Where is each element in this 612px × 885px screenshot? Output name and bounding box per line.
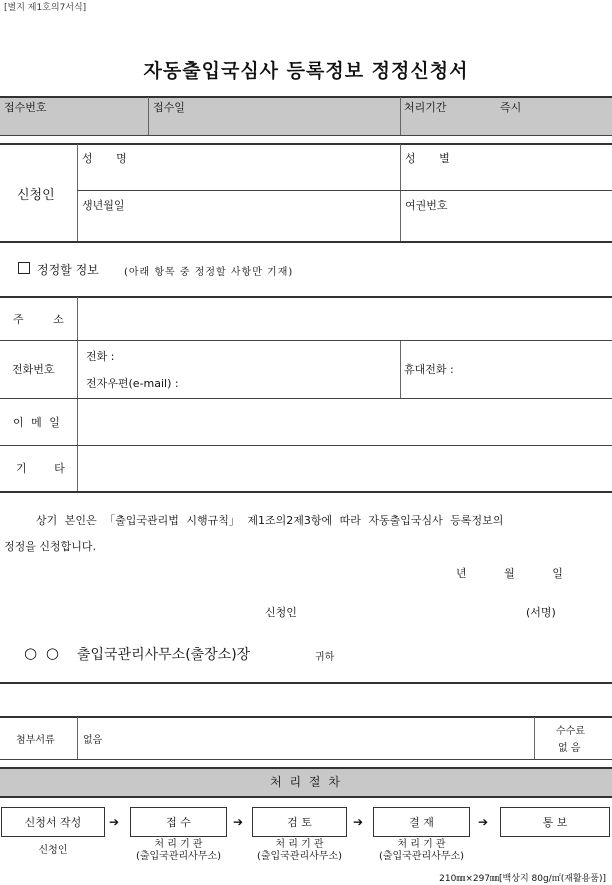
email-label: 이 메 일: [13, 416, 60, 429]
step-receipt: 접 수: [130, 807, 227, 837]
birth-date-label: 생년월일: [82, 199, 125, 212]
statement-line-1: 상기 본인은 「출입국관리법 시행규칙」 제1조의2제3항에 따라 자동출입국심사 등록정보의: [36, 514, 504, 527]
addressee-honorific: 귀하: [315, 652, 335, 663]
step-approval: 결 재: [373, 807, 470, 837]
signature-mark-label: (서명): [526, 606, 556, 619]
applicant-section-label: 신청인: [17, 188, 55, 203]
email-sub-label: 전자우편(e-mail) :: [86, 377, 179, 390]
attachments-value: 없음: [83, 735, 103, 746]
step-review: 검 토: [252, 807, 347, 837]
form-number: [별지 제1호의7서식]: [4, 3, 87, 13]
fee-label: 수수료: [556, 726, 585, 737]
attachments-label: 첨부서류: [16, 735, 55, 746]
actor-receipt: 처 리 기 관 (출입국관리사무소): [135, 839, 222, 862]
procedure-title: 처 리 절 차: [270, 775, 342, 789]
correction-checkbox[interactable]: [18, 262, 30, 274]
step-application: 신청서 작성: [1, 807, 105, 837]
paper-spec: 210㎜×297㎜[백상지 80g/㎡(재활용품)]: [439, 874, 606, 884]
processing-period-value: 즉시: [500, 101, 522, 114]
name-label: 성 명: [82, 152, 130, 165]
actor-approval: 처 리 기 관 (출입국관리사무소): [378, 839, 465, 862]
step-notification: 통 보: [500, 807, 610, 837]
statement-line-2: 정정을 신청합니다.: [4, 540, 97, 553]
arrow-right-icon: ➔: [109, 815, 120, 829]
arrow-right-icon: ➔: [478, 815, 489, 829]
arrow-right-icon: ➔: [233, 815, 244, 829]
arrow-right-icon: ➔: [353, 815, 364, 829]
office-circles: ○ ○: [24, 644, 59, 662]
signature-applicant-label: 신청인: [265, 606, 297, 619]
actor-applicant: 신청인: [38, 845, 68, 856]
receipt-date-label: 접수일: [153, 101, 185, 114]
date-line: 년 월 일: [456, 567, 563, 580]
addressee-office: 출입국관리사무소(출장소)장: [77, 647, 251, 663]
tel-sub-label: 전화 :: [86, 350, 115, 363]
fee-value: 없 음: [558, 743, 581, 754]
sex-label: 성 별: [405, 152, 453, 165]
processing-period-label: 처리기간: [404, 101, 447, 114]
correction-checkbox-label: 정정할 정보: [37, 263, 99, 277]
mobile-label: 휴대전화 :: [404, 363, 454, 376]
address-label: 주 소: [13, 313, 64, 326]
page-title: 자동출입국심사 등록정보 정정신청서: [143, 60, 469, 82]
correction-note: (아래 항목 중 정정할 사항만 기재): [124, 267, 294, 278]
passport-number-label: 여권번호: [405, 199, 448, 212]
phone-label: 전화번호: [12, 363, 55, 376]
actor-review: 처 리 기 관 (출입국관리사무소): [256, 839, 343, 862]
etc-label: 기 타: [16, 462, 65, 475]
receipt-number-label: 접수번호: [4, 101, 47, 114]
